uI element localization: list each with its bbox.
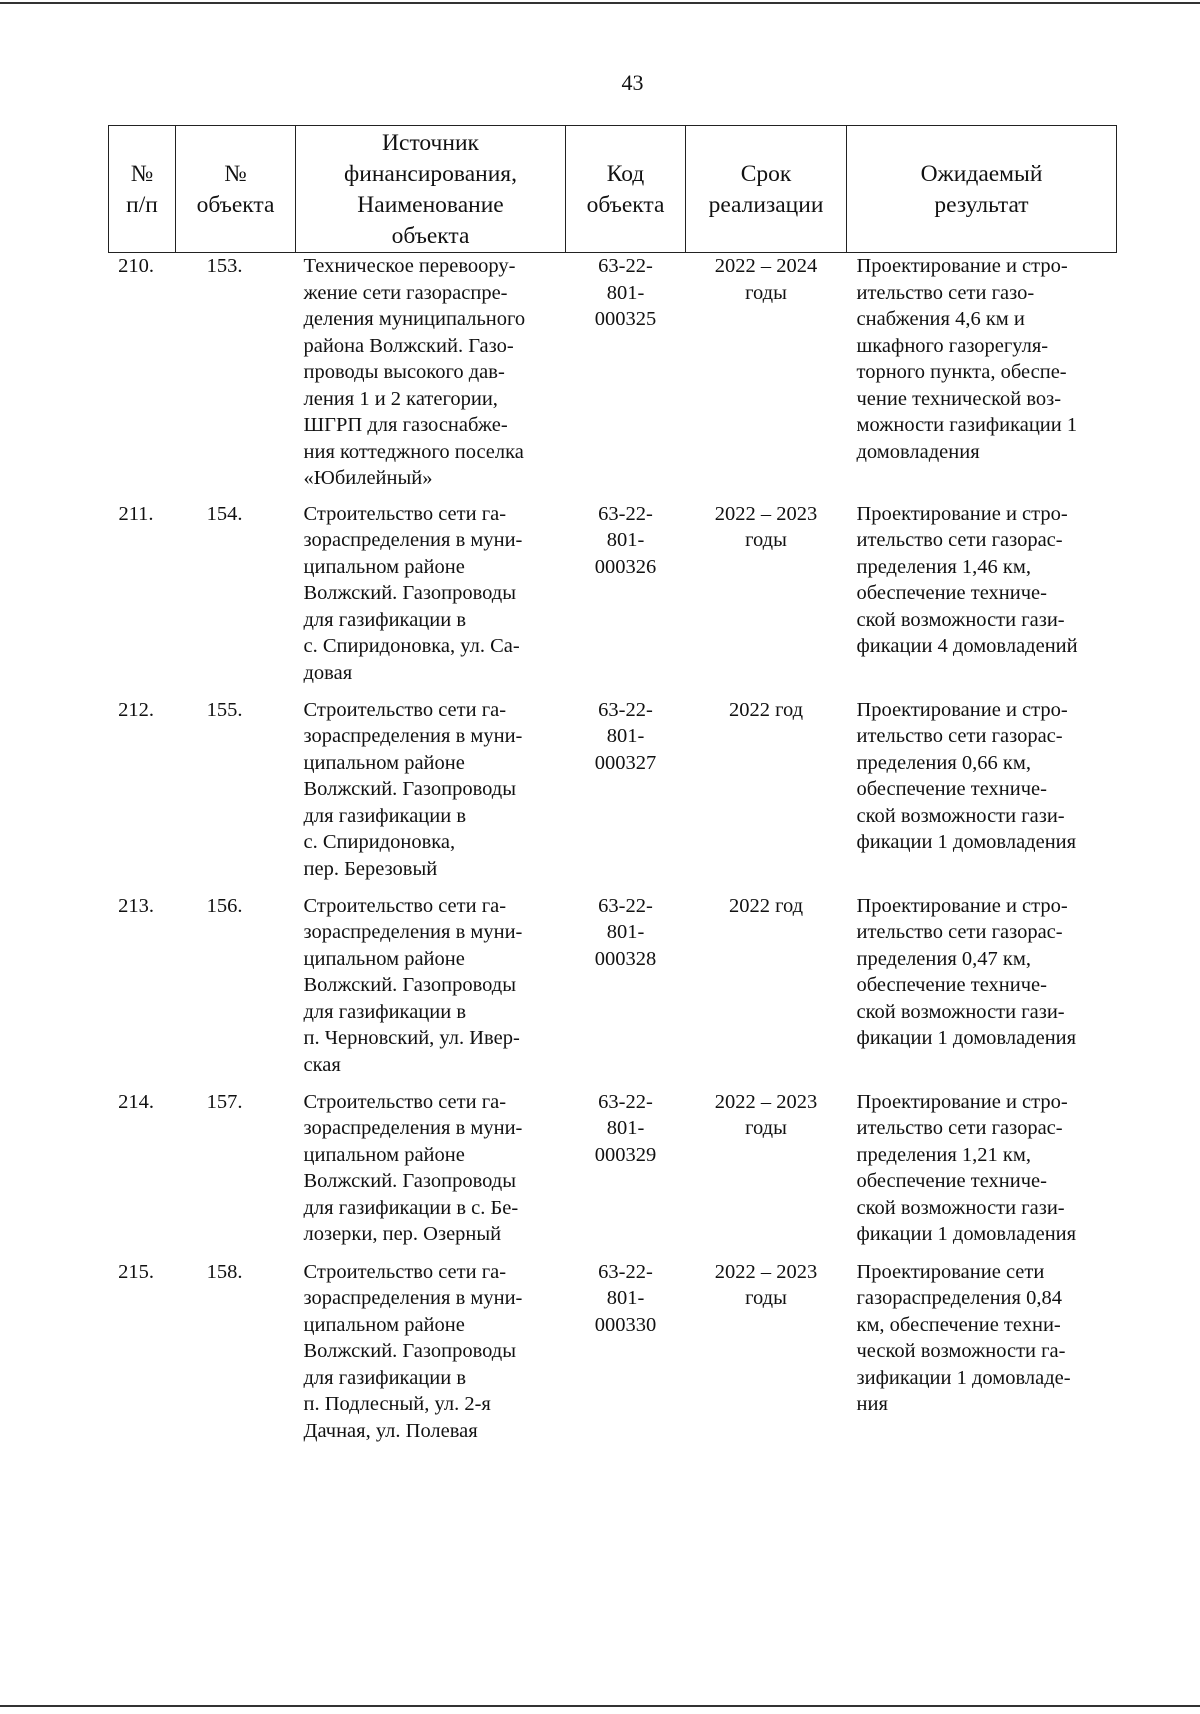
result-cell: Проектирование и стро- ительство сети газорас- пределения 0,66 км, обеспечение техниче- ской возможности гази- фикации 1 домовладения: [856, 698, 1077, 853]
source-cell: Строительство сети га- зораспределения в муни- ципальном районе Волжский. Газопроводы для газификации в с. Бе- лозерки, пер. Озерный: [303, 1090, 523, 1245]
table-row: [109, 893, 1117, 1089]
registry-table: [108, 125, 1117, 1459]
object-code-cell: 63-22- 801- 000328: [594, 894, 657, 970]
row-number-cell: 211.: [118, 502, 154, 525]
table-body: [109, 253, 1117, 1459]
header-row-number: № п/п: [109, 126, 176, 253]
page-number: 43: [621, 70, 644, 95]
source-cell: Строительство сети га- зораспределения в муни- ципальном районе Волжский. Газопроводы для газификации в с. Спиридоновка, ул. Са- довая: [303, 502, 523, 684]
source-cell: Строительство сети га- зораспределения в муни- ципальном районе Волжский. Газопроводы для газификации в с. Спиридоновка, пер. Березовый: [303, 698, 523, 880]
result-cell: Проектирование и стро- ительство сети газорас- пределения 1,21 км, обеспечение техниче- ской возможности гази- фикации 1 домовладения: [856, 1090, 1077, 1245]
term-cell: 2022 – 2023 годы: [714, 1260, 818, 1309]
source-cell: Строительство сети га- зораспределения в муни- ципальном районе Волжский. Газопроводы для газификации в п. Черновский, ул. Ивер- ская: [303, 894, 523, 1076]
scan-edge-top: [0, 2, 1200, 4]
term-cell: 2022 – 2023 годы: [714, 502, 818, 551]
object-number-cell: 156.: [206, 894, 243, 917]
object-number-cell: 155.: [206, 698, 243, 721]
object-code-cell: 63-22- 801- 000325: [594, 255, 657, 330]
header-term: Срок реализации: [686, 126, 847, 253]
term-cell: 2022 год: [728, 698, 804, 721]
scan-edge-bottom: [0, 1705, 1200, 1707]
term-cell: 2022 год: [728, 894, 804, 917]
header-source: Источник финансирования, Наименование объекта: [296, 126, 566, 253]
object-number-cell: 157.: [206, 1090, 243, 1113]
term-cell: 2022 – 2024 годы: [714, 255, 818, 304]
table-row: [109, 1089, 1117, 1259]
table-row: [109, 501, 1117, 697]
row-number-cell: 215.: [118, 1260, 154, 1283]
registry-table-wrap: [108, 125, 1116, 1459]
object-code-cell: 63-22- 801- 000329: [594, 1090, 657, 1166]
row-number-cell: 210.: [118, 255, 154, 277]
term-cell: 2022 – 2023 годы: [714, 1090, 818, 1139]
table-row: [109, 1259, 1117, 1459]
object-number-cell: 158.: [206, 1260, 243, 1283]
header-result: Ожидаемый результат: [847, 126, 1117, 253]
table-header: [109, 126, 1117, 253]
source-cell: Строительство сети га- зораспределения в муни- ципальном районе Волжский. Газопроводы для газификации в п. Подлесный, ул. 2-я Дачная, ул. Полевая: [303, 1260, 523, 1442]
header-object-number: № объекта: [176, 126, 296, 253]
result-cell: Проектирование и стро- ительство сети газо- снабжения 4,6 км и шкафного газорегуля- торного пункта, обеспе- чение технической воз- можности газификации 1 домовладения: [856, 255, 1078, 463]
object-code-cell: 63-22- 801- 000327: [594, 698, 657, 774]
source-cell: Техническое перевоору- жение сети газораспре- деления муниципального района Волжский. Газо- проводы высокого дав- ления 1 и 2 категории, ШГРП для газоснабже- ния коттеджного поселка «Юбилейный»: [303, 255, 526, 489]
object-code-cell: 63-22- 801- 000330: [594, 1260, 657, 1336]
result-cell: Проектирование и стро- ительство сети газорас- пределения 1,46 км, обеспечение техниче- ской возможности гази- фикации 4 домовладений: [856, 502, 1078, 657]
row-number-cell: 212.: [118, 698, 154, 721]
result-cell: Проектирование и стро- ительство сети газорас- пределения 0,47 км, обеспечение техниче- ской возможности гази- фикации 1 домовладения: [856, 894, 1077, 1049]
row-number-cell: 213.: [118, 894, 154, 917]
row-number-cell: 214.: [118, 1090, 154, 1113]
header-row: [109, 126, 1117, 253]
table-row: [109, 253, 1117, 501]
header-code: Код объекта: [566, 126, 686, 253]
object-code-cell: 63-22- 801- 000326: [594, 502, 657, 578]
result-cell: Проектирование сети газораспределения 0,84 км, обеспечение техни- ческой возможности га- зификации 1 домовладе- ния: [856, 1260, 1071, 1415]
object-number-cell: 153.: [206, 255, 243, 277]
table-row: [109, 697, 1117, 893]
object-number-cell: 154.: [206, 502, 243, 525]
